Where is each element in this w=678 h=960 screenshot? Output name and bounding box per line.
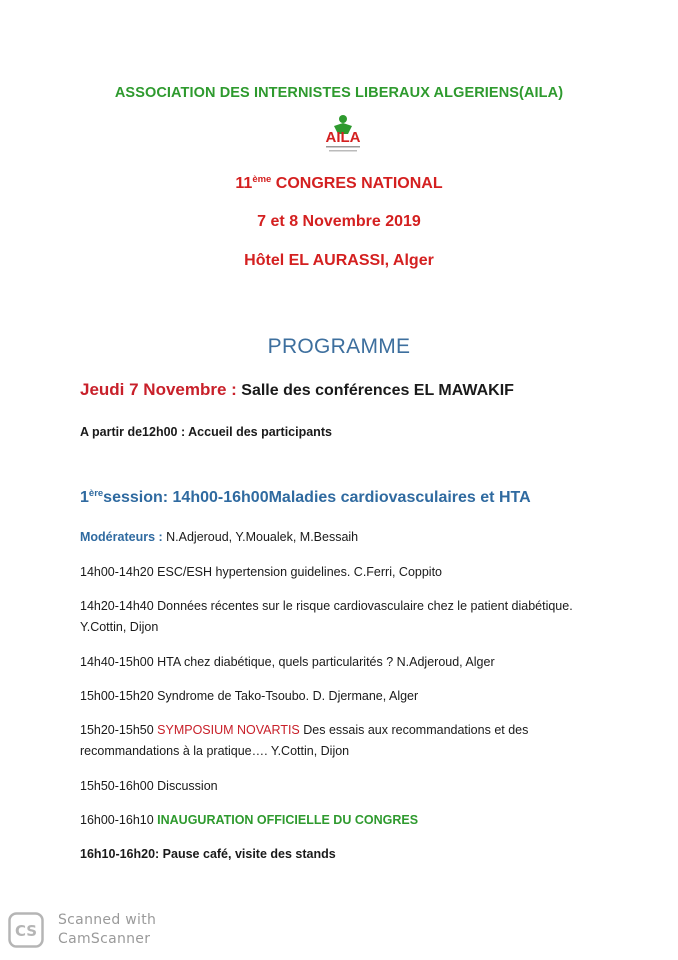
programme-item: 16h10-16h20: Pause café, visite des stands [80,847,336,861]
congress-dates: 7 et 8 Novembre 2019 [257,213,421,230]
svg-text:CS: CS [14,922,38,940]
session-heading: 1èresession: 14h00-16h00Maladies cardiovasculaires et HTA [80,488,531,506]
moderators-line: Modérateurs : N.Adjeroud, Y.Moualek, M.Bessaih [80,530,359,544]
programme-item: 14h40-15h00 HTA chez diabétique, quels particularités ? N.Adjeroud, Alger [80,655,495,669]
programme-item: 15h20-15h50 SYMPOSIUM NOVARTIS Des essais aux recommandations et des recommandations à la pratique…. Y.Cottin, Dijon [80,723,529,758]
programme-heading: PROGRAMME [267,335,411,358]
programme-item: 16h00-16h10 INAUGURATION OFFICIELLE DU CONGRES [80,813,419,827]
symposium-label: SYMPOSIUM NOVARTIS [157,723,300,737]
congress-title: 11ème CONGRES NATIONAL [235,174,443,192]
programme-item: 14h20-14h40 Données récentes sur le risque cardiovasculaire chez le patient diabétique. Y.Cottin, Dijon [80,599,573,634]
aila-logo-icon [320,112,366,156]
camscanner-watermark: Scanned with CamScanner [58,912,157,947]
association-name: ASSOCIATION DES INTERNISTES LIBERAUX ALGERIENS(AILA) [114,85,564,101]
welcome-line: A partir de12h00 : Accueil des participants [80,425,332,439]
programme-item: 14h00-14h20 ESC/ESH hypertension guidelines. C.Ferri, Coppito [80,565,443,579]
camscanner-logo-icon [8,912,44,948]
programme-item: 15h00-15h20 Syndrome de Tako-Tsoubo. D. Djermane, Alger [80,689,419,703]
inauguration-label: INAUGURATION OFFICIELLE DU CONGRES [157,813,419,827]
congress-venue: Hôtel EL AURASSI, Alger [244,252,434,269]
day-heading: Jeudi 7 Novembre : Salle des conférences EL MAWAKIF [80,380,514,399]
logo-text: AILA [325,129,361,146]
programme-item: 15h50-16h00 Discussion [80,779,218,793]
